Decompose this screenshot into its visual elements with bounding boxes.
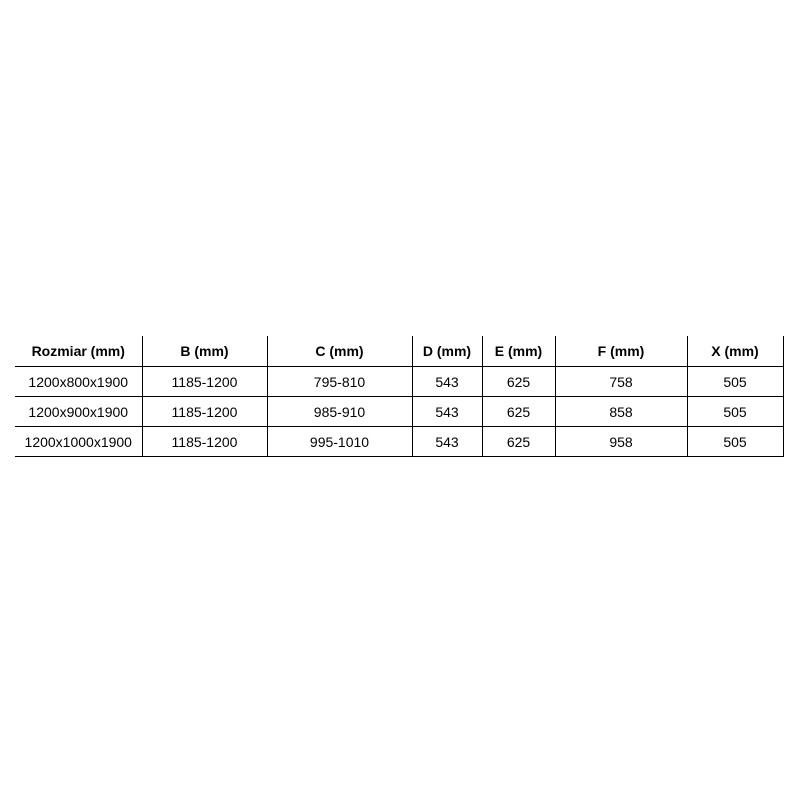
cell-d: 543 [412, 427, 482, 457]
cell-e: 625 [482, 427, 555, 457]
cell-c: 795-810 [267, 367, 412, 397]
cell-b: 1185-1200 [142, 427, 267, 457]
column-header-rozmiar: Rozmiar (mm) [15, 336, 142, 367]
cell-c: 995-1010 [267, 427, 412, 457]
cell-f: 758 [555, 367, 687, 397]
cell-b: 1185-1200 [142, 367, 267, 397]
cell-f: 858 [555, 397, 687, 427]
cell-x: 505 [687, 367, 783, 397]
cell-f: 958 [555, 427, 687, 457]
cell-x: 505 [687, 427, 783, 457]
header-row [15, 336, 783, 367]
cell-d: 543 [412, 367, 482, 397]
cell-b: 1185-1200 [142, 397, 267, 427]
cell-e: 625 [482, 397, 555, 427]
column-header-c: C (mm) [267, 336, 412, 367]
column-header-b: B (mm) [142, 336, 267, 367]
cell-x: 505 [687, 397, 783, 427]
column-header-d: D (mm) [412, 336, 482, 367]
cell-rozmiar: 1200x900x1900 [15, 397, 142, 427]
cell-rozmiar: 1200x800x1900 [15, 367, 142, 397]
column-header-e: E (mm) [482, 336, 555, 367]
cell-e: 625 [482, 367, 555, 397]
table-row [15, 367, 783, 397]
dimensions-spec-table [15, 336, 784, 457]
cell-d: 543 [412, 397, 482, 427]
cell-rozmiar: 1200x1000x1900 [15, 427, 142, 457]
cell-c: 985-910 [267, 397, 412, 427]
column-header-x: X (mm) [687, 336, 783, 367]
table-row [15, 397, 783, 427]
column-header-f: F (mm) [555, 336, 687, 367]
table-row [15, 427, 783, 457]
